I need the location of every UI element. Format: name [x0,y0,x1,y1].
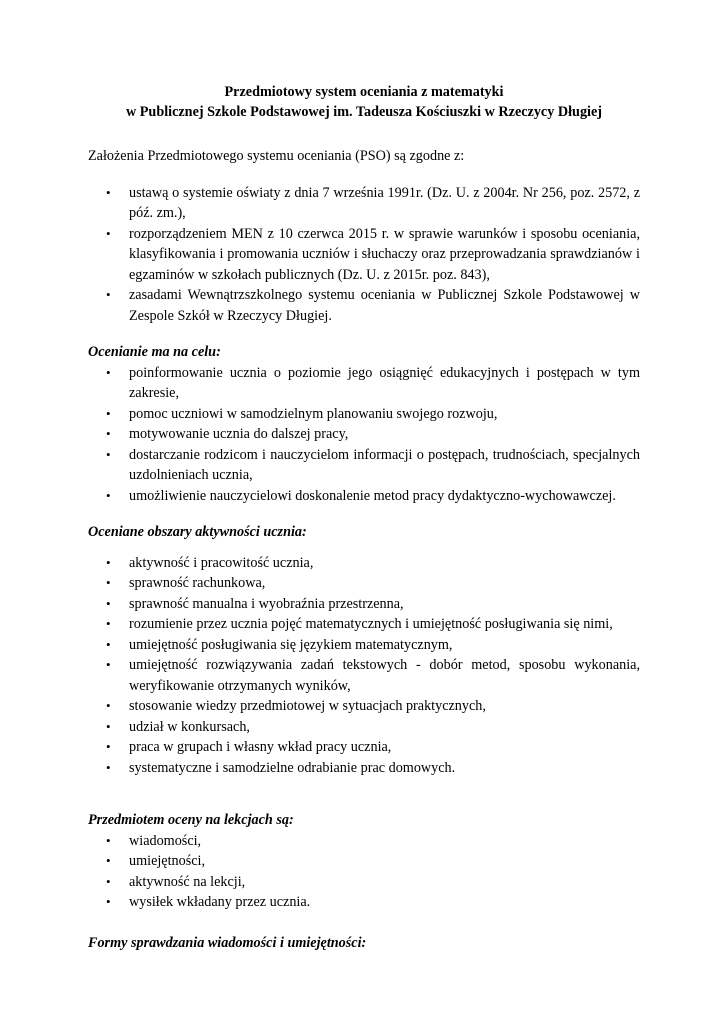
areas-list [88,553,640,779]
list-item [88,635,640,656]
list-item [88,594,640,615]
bullet-icon: • [106,364,111,380]
list-item-text: wiadomości, [129,832,202,849]
list-item [88,445,640,486]
list-item-text: systematyczne i samodzielne odrabianie prac domowych. [129,759,456,776]
basis-list [88,183,640,327]
list-item [88,614,640,635]
bullet-icon: • [106,426,111,441]
list-item [88,758,640,779]
bullet-icon: • [106,554,111,570]
list-item-text: poinformowanie ucznia o poziomie jego osiągnięć edukacyjnych i postępach w tym zakresie, [129,364,640,401]
bullet-icon: • [106,405,111,421]
title-line-1: Przedmiotowy system oceniania z matematyki [224,84,504,100]
bullet-icon: • [106,225,111,241]
list-item-text: pomoc uczniowi w samodzielnym planowaniu swojego rozwoju, [129,405,498,422]
list-item-text: praca w grupach i własny wkład pracy ucznia, [129,739,392,755]
bullet-icon: • [106,698,111,713]
list-item-text: zasadami Wewnątrzszkolnego systemu oceniania w Publicznej Szkole Podstawowej w Zespole Szkół w Rzeczycy Długiej. [129,287,640,324]
bullet-icon: • [106,873,111,889]
list-item-text: motywowanie ucznia do dalszej pracy, [129,426,349,442]
forms-heading: Formy sprawdzania wiadomości i umiejętności: [88,934,367,951]
bullet-icon: • [106,595,111,611]
list-item [88,285,640,326]
goals-list [88,363,640,507]
areas-heading: Oceniane obszary aktywności ucznia: [88,524,307,540]
list-item [88,363,640,404]
bullet-icon: • [106,894,111,909]
list-item-text: umiejętność posługiwania się językiem matematycznym, [129,636,453,653]
list-item [88,424,640,445]
list-item-text: aktywność i pracowitość ucznia, [129,554,314,571]
list-item [88,655,640,696]
list-item [88,831,640,852]
list-item [88,573,640,594]
list-item-text: udział w konkursach, [129,718,250,735]
intro-paragraph: Założenia Przedmiotowego systemu oceniania (PSO) są zgodne z: [88,148,465,164]
list-item [88,851,640,872]
document-page [88,82,640,953]
title-line-2: w Publicznej Szkole Podstawowej im. Tadeusza Kościuszki w Rzeczycy Długiej [125,104,603,120]
list-item-text: sprawność manualna i wyobraźnia przestrzenna, [129,595,404,612]
subject-heading: Przedmiotem oceny na lekcjach są: [88,812,294,828]
bullet-icon: • [106,832,111,848]
list-item-text: umiejętność rozwiązywania zadań tekstowych - dobór metod, sposobu wykonania, weryfikowanie otrzymanych wyników, [129,657,640,694]
list-item [88,737,640,758]
bullet-icon: • [106,446,111,462]
bullet-icon: • [106,287,111,302]
list-item-text: rozumienie przez ucznia pojęć matematycznych i umiejętność posługiwania się nimi, [129,616,613,632]
subject-list [88,831,640,913]
document-title [88,82,640,122]
list-item [88,183,640,224]
list-item [88,892,640,913]
list-item-text: dostarczanie rodzicom i nauczycielom informacji o postępach, trudnościach, specjalnych uzdolnieniach ucznia, [129,446,640,483]
list-item-text: wysiłek wkładany przez ucznia. [129,894,311,910]
bullet-icon: • [106,636,111,652]
list-item-text: aktywność na lekcji, [129,873,246,890]
list-item [88,404,640,425]
bullet-icon: • [106,487,111,503]
list-item [88,872,640,893]
bullet-icon: • [106,616,111,631]
bullet-icon: • [106,657,111,672]
bullet-icon: • [106,739,111,754]
list-item [88,696,640,717]
list-item [88,486,640,507]
bullet-icon: • [106,759,111,775]
bullet-icon: • [106,853,111,868]
goals-heading: Ocenianie ma na celu: [88,344,221,360]
list-item-text: stosowanie wiedzy przedmiotowej w sytuacjach praktycznych, [129,698,486,714]
list-item [88,224,640,286]
bullet-icon: • [106,575,111,590]
list-item [88,717,640,738]
list-item [88,553,640,574]
bullet-icon: • [106,184,111,200]
list-item-text: sprawność rachunkowa, [129,575,266,591]
list-item-text: ustawą o systemie oświaty z dnia 7 września 1991r. (Dz. U. z 2004r. Nr 256, poz. 2572, z póź. zm.), [129,184,640,221]
list-item-text: umiejętności, [129,853,206,869]
list-item-text: rozporządzeniem MEN z 10 czerwca 2015 r. w sprawie warunków i sposobu oceniania, klasyfikowania i promowania uczniów i słuchaczy oraz przeprowadzania sprawdzianów i egzaminów w szkołach publicznych (Dz. U. z 2015r. poz. 843), [129,225,640,283]
bullet-icon: • [106,718,111,734]
list-item-text: umożliwienie nauczycielowi doskonalenie metod pracy dydaktyczno-wychowawczej. [129,487,616,504]
